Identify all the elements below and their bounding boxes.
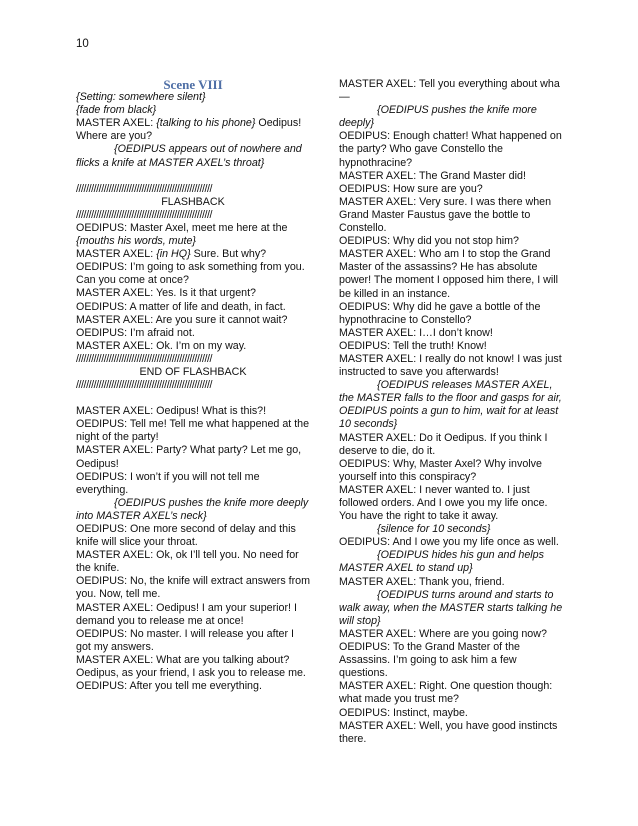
stage-direction-inline: {talking to his phone}	[156, 117, 256, 130]
flashback-rule: //////////////////////////////////////////////////////	[76, 182, 213, 195]
stage-direction: {fade from black}	[76, 104, 157, 117]
dialogue-line: MASTER AXEL: Oedipus! I am your superior! I demand you to release me at once!	[76, 601, 297, 627]
dialogue-line: MASTER AXEL: The Grand Master did!	[339, 169, 526, 182]
scene-title: Scene VIII	[163, 77, 223, 92]
stage-direction: {OEDIPUS turns around and starts to walk away, when the MASTER starts talking he will stop}	[339, 588, 563, 627]
dialogue-line: MASTER AXEL: Oedipus! What is this?!	[76, 405, 267, 418]
stage-direction: {OEDIPUS pushes the knife more deeply into MASTER AXEL’s neck}	[76, 496, 309, 522]
dialogue-line: OEDIPUS: Tell me! Tell me what happened at the night of the party!	[76, 418, 310, 444]
dialogue-line: OEDIPUS: I’m afraid not.	[76, 326, 195, 339]
dialogue-line: MASTER AXEL: Are you sure it cannot wait?	[76, 313, 288, 326]
dialogue-line: OEDIPUS: No, the knife will extract answers from you. Now, tell me.	[76, 575, 311, 601]
stage-direction: {silence for 10 seconds}	[377, 523, 491, 536]
left-column	[76, 78, 310, 693]
dialogue-line: MASTER AXEL: Thank you, friend.	[339, 575, 505, 588]
flashback-rule: //////////////////////////////////////////////////////	[76, 379, 213, 392]
dialogue-line: MASTER AXEL: Yes. Is it that urgent?	[76, 287, 256, 300]
dialogue-line: MASTER AXEL: Where are you going now?	[339, 627, 547, 640]
dialogue-line: MASTER AXEL: Do it Oedipus. If you think I deserve to die, do it.	[339, 431, 548, 457]
dialogue-line: MASTER AXEL: Ok, ok I’ll tell you. No need for the knife.	[76, 549, 299, 575]
stage-direction: {Setting: somewhere silent}	[76, 91, 206, 104]
dialogue-line: MASTER AXEL: Very sure. I was there when Grand Master Faustus gave the bottle to Constello.	[339, 195, 552, 235]
stage-direction: {OEDIPUS releases MASTER AXEL, the MASTER falls to the floor and gasps for air, OEDIPUS points a gun to him, wait for at least 10 seconds}	[339, 379, 562, 431]
right-column	[339, 78, 567, 746]
dialogue-line: OEDIPUS: How sure are you?	[339, 182, 483, 195]
dialogue-line: OEDIPUS: Why, Master Axel? Why involve yourself into this conspiracy?	[339, 457, 542, 483]
dialogue-line: OEDIPUS: And I owe you my life once as well.	[339, 536, 559, 549]
dialogue-line: OEDIPUS: Tell the truth! Know!	[339, 339, 487, 352]
dialogue-line: MASTER AXEL: Who am I to stop the Grand Master of the assassins? He has absolute power! The moment I opposed him there, I will be killed in an instance.	[339, 248, 558, 300]
dialogue-line: MASTER AXEL: Party? What party? Let me go, Oedipus!	[76, 444, 302, 470]
dialogue-line: MASTER AXEL: Ok. I’m on my way.	[76, 339, 247, 352]
dialogue-line: OEDIPUS: One more second of delay and this knife will slice your throat.	[76, 523, 296, 549]
dialogue-line: MASTER AXEL: I really do not know! I was just instructed to save you afterwards!	[339, 352, 562, 379]
speaker-text: MASTER AXEL:	[76, 248, 157, 261]
flashback-rule: //////////////////////////////////////////////////////	[76, 352, 213, 365]
stage-direction: {OEDIPUS pushes the knife more deeply}	[339, 104, 537, 130]
flashback-label: FLASHBACK	[161, 195, 225, 208]
dialogue-line: MASTER AXEL: I…I don’t know!	[339, 326, 493, 339]
spacer	[76, 392, 310, 405]
dialogue-line: OEDIPUS: To the Grand Master of the Assassins. I’m going to ask him a few questions.	[339, 641, 520, 680]
dialogue-line: OEDIPUS: A matter of life and death, in fact.	[76, 300, 286, 313]
stage-direction: {OEDIPUS appears out of nowhere and flicks a knife at MASTER AXEL’s throat}	[76, 143, 302, 169]
dialogue-text: Oedipus! Where are you?	[76, 117, 302, 143]
end-flashback-label: END OF FLASHBACK	[139, 365, 247, 378]
dialogue-line: MASTER AXEL: Tell you everything about wha—	[339, 78, 560, 104]
spacer	[76, 170, 310, 183]
stage-direction-inline: {in HQ}	[156, 248, 191, 261]
dialogue-line: MASTER AXEL: I never wanted to. I just followed orders. And I owe you my life once. You have the right to take it away.	[339, 483, 548, 523]
dialogue-line: MASTER AXEL: Right. One question though: what made you trust me?	[339, 680, 553, 706]
dialogue-line: OEDIPUS: Enough chatter! What happened on the party? Who gave Constello the hypnothracine?	[339, 130, 562, 169]
dialogue-line: OEDIPUS: Instinct, maybe.	[339, 706, 468, 719]
dialogue-text: Sure. But why?	[190, 248, 267, 261]
flashback-rule: //////////////////////////////////////////////////////	[76, 208, 213, 221]
stage-direction: {mouths his words, mute}	[76, 235, 196, 248]
page-number: 10	[76, 38, 89, 50]
dialogue-line: MASTER AXEL: What are you talking about? Oedipus, as your friend, I ask you to release me.	[76, 653, 306, 680]
stage-direction: {OEDIPUS hides his gun and helps MASTER AXEL to stand up}	[339, 549, 544, 575]
dialogue-line: OEDIPUS: Why did he gave a bottle of the hypnothracine to Constello?	[339, 300, 541, 326]
speaker-text: MASTER AXEL:	[76, 117, 157, 130]
dialogue-line: OEDIPUS: No master. I will release you after I got my answers.	[76, 627, 294, 653]
dialogue-line	[76, 248, 310, 261]
dialogue-line: OEDIPUS: I won’t if you will not tell me everything.	[76, 470, 260, 496]
dialogue-line: OEDIPUS: Master Axel, meet me here at the	[76, 221, 288, 234]
dialogue-line: MASTER AXEL: Well, you have good instincts there.	[339, 719, 558, 745]
dialogue-line	[76, 117, 310, 143]
dialogue-line: OEDIPUS: Why did you not stop him?	[339, 235, 519, 248]
dialogue-line: OEDIPUS: After you tell me everything.	[76, 680, 262, 693]
dialogue-line: OEDIPUS: I’m going to ask something from you. Can you come at once?	[76, 261, 305, 287]
